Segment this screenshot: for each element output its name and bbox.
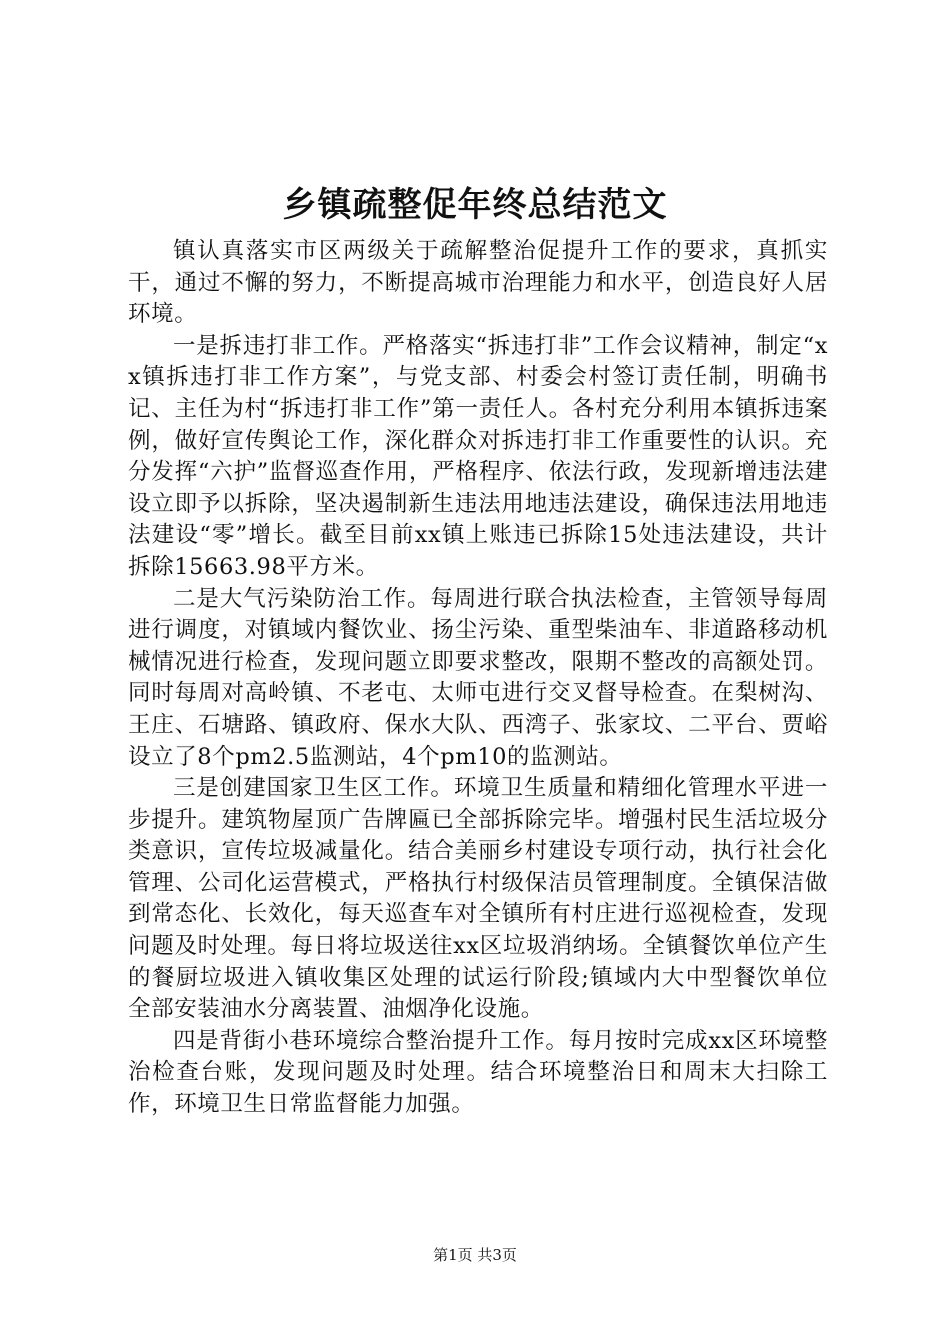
paragraph-intro: 镇认真落实市区两级关于疏解整治促提升工作的要求，真抓实干，通过不懈的努力，不断提高城市治理能力和水平，创造良好人居环境。: [128, 238, 828, 328]
paragraph-demolition: 一是拆违打非工作。严格落实“拆违打非”工作会议精神，制定“xx镇拆违打非工作方案”，与党支部、村委会村签订责任制，明确书记、主任为村“拆违打非工作”第一责任人。各村充分利用本镇拆违案例，做好宣传舆论工作，深化群众对拆违打非工作重要性的认识。充分发挥“六护”监督巡查作用，严格程序、依法行政，发现新增违法建设立即予以拆除，坚决遏制新生违法用地违法建设，确保违法用地违法建设“零”增长。截至目前xx镇上账违已拆除15处违法建设，共计拆除15663.98平方米。: [128, 332, 828, 580]
paragraph-sanitation: 三是创建国家卫生区工作。环境卫生质量和精细化管理水平进一步提升。建筑物屋顶广告牌匾已全部拆除完毕。增强村民生活垃圾分类意识，宣传垃圾减量化。结合美丽乡村建设专项行动，执行社会化管理、公司化运营模式，严格执行村级保洁员管理制度。全镇保洁做到常态化、长效化，每天巡查车对全镇所有村庄进行巡视检查，发现问题及时处理。每日将垃圾送往xx区垃圾消纳场。全镇餐饮单位产生的餐厨垃圾进入镇收集区处理的试运行阶段;镇域内大中型餐饮单位全部安装油水分离装置、油烟净化设施。: [128, 775, 828, 1023]
document-body: [128, 236, 828, 1121]
document-title: 乡镇疏整促年终总结范文: [282, 185, 668, 225]
page-number-footer: 第1页 共3页: [433, 1246, 517, 1264]
paragraph-alley-renovation: 四是背街小巷环境综合整治提升工作。每月按时完成xx区环境整治检查台账，发现问题及时处理。结合环境整治日和周末大扫除工作，环境卫生日常监督能力加强。: [128, 1027, 828, 1118]
paragraph-air-pollution: 二是大气污染防治工作。每周进行联合执法检查，主管领导每周进行调度，对镇域内餐饮业、扬尘污染、重型柴油车、非道路移动机械情况进行检查，发现问题立即要求整改，限期不整改的高额处罚。同时每周对高岭镇、不老屯、太师屯进行交叉督导检查。在梨树沟、王庄、石塘路、镇政府、保水大队、西湾子、张家坟、二平台、贾峪设立了8个pm2.5监测站，4个pm10的监测站。: [128, 585, 828, 770]
